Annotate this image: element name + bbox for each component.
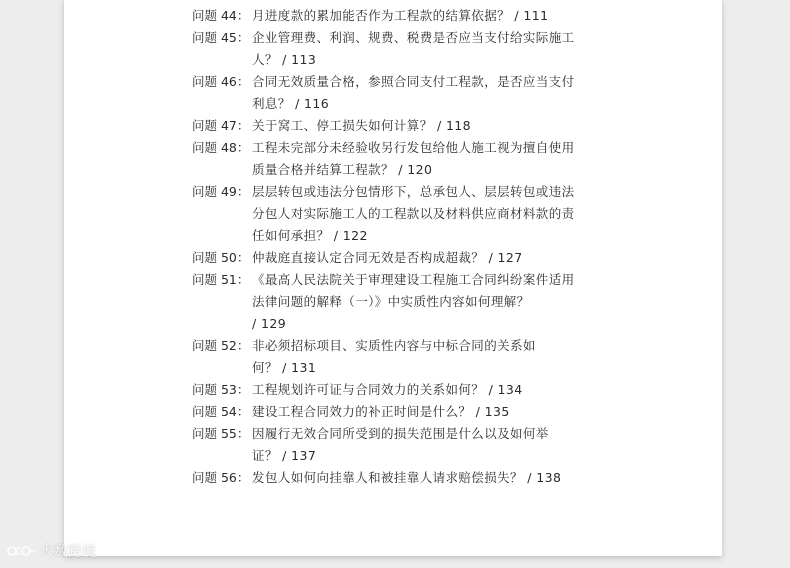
question-number: 问题 53： [192, 382, 250, 397]
brand-logo-icon [6, 544, 36, 558]
question-text [252, 181, 612, 247]
toc-entry [192, 335, 612, 379]
question-number: 问题 54： [192, 404, 250, 419]
question-number: 问题 50： [192, 250, 250, 265]
question-line: 任如何承担？ / 122 [252, 228, 368, 243]
watermark-text: 大数跨境 [40, 544, 96, 560]
toc-entry [192, 247, 612, 269]
question-text [252, 335, 612, 379]
question-line: 《最高人民法院关于审理建设工程施工合同纠纷案件适用 [252, 272, 575, 287]
question-number: 问题 44： [192, 8, 250, 23]
question-line: 利息？ / 116 [252, 96, 330, 111]
question-line: 工程未完部分未经验收另行发包给他人施工视为擅自使用 [252, 140, 575, 155]
question-text [252, 71, 612, 115]
question-line: 建设工程合同效力的补正时间是什么？ / 135 [252, 404, 510, 419]
question-number: 问题 56： [192, 470, 250, 485]
question-text [252, 115, 612, 137]
toc-entry [192, 379, 612, 401]
question-number: 问题 49： [192, 184, 250, 199]
question-line: 合同无效质量合格，参照合同支付工程款，是否应当支付 [252, 74, 575, 89]
table-of-contents [192, 5, 612, 489]
toc-entry [192, 115, 612, 137]
question-line: 层层转包或违法分包情形下，总承包人、层层转包或违法 [252, 184, 575, 199]
question-line: 分包人对实际施工人的工程款以及材料供应商材料款的责 [252, 206, 575, 221]
watermark [6, 541, 96, 561]
question-line: 因履行无效合同所受到的损失范围是什么以及如何举 [252, 426, 549, 441]
toc-entry [192, 137, 612, 181]
question-line: 人？ / 113 [252, 52, 317, 67]
question-number: 问题 55： [192, 426, 250, 441]
toc-entry [192, 467, 612, 489]
toc-entry [192, 27, 612, 71]
question-line: 仲裁庭直接认定合同无效是否构成超裁？ / 127 [252, 250, 523, 265]
toc-entry [192, 5, 612, 27]
toc-entry [192, 71, 612, 115]
question-line: 关于窝工、停工损失如何计算？ / 118 [252, 118, 472, 133]
question-number: 问题 46： [192, 74, 250, 89]
question-line: / 129 [252, 316, 287, 331]
question-line: 发包人如何向挂靠人和被挂靠人请求赔偿损失？ / 138 [252, 470, 562, 485]
question-text [252, 379, 612, 401]
toc-entry [192, 401, 612, 423]
question-text [252, 5, 612, 27]
question-number: 问题 45： [192, 30, 250, 45]
question-line: 非必须招标项目、实质性内容与中标合同的关系如 [252, 338, 536, 353]
document-page [64, 0, 722, 556]
question-line: 何？ / 131 [252, 360, 317, 375]
toc-entry [192, 269, 612, 335]
question-line: 证？ / 137 [252, 448, 317, 463]
question-text [252, 467, 612, 489]
question-text [252, 137, 612, 181]
question-number: 问题 51： [192, 272, 250, 287]
question-text [252, 423, 612, 467]
question-line: 月进度款的累加能否作为工程款的结算依据？ / 111 [252, 8, 549, 23]
question-number: 问题 52： [192, 338, 250, 353]
question-text [252, 27, 612, 71]
question-line: 法律问题的解释（一）》中实质性内容如何理解？ [252, 294, 530, 309]
toc-entry [192, 423, 612, 467]
question-line: 工程规划许可证与合同效力的关系如何？ / 134 [252, 382, 523, 397]
question-number: 问题 48： [192, 140, 250, 155]
question-line: 质量合格并结算工程款？ / 120 [252, 162, 433, 177]
question-text [252, 269, 612, 335]
question-line: 企业管理费、利润、规费、税费是否应当支付给实际施工 [252, 30, 575, 45]
toc-entry [192, 181, 612, 247]
question-number: 问题 47： [192, 118, 250, 133]
question-text [252, 401, 612, 423]
question-text [252, 247, 612, 269]
